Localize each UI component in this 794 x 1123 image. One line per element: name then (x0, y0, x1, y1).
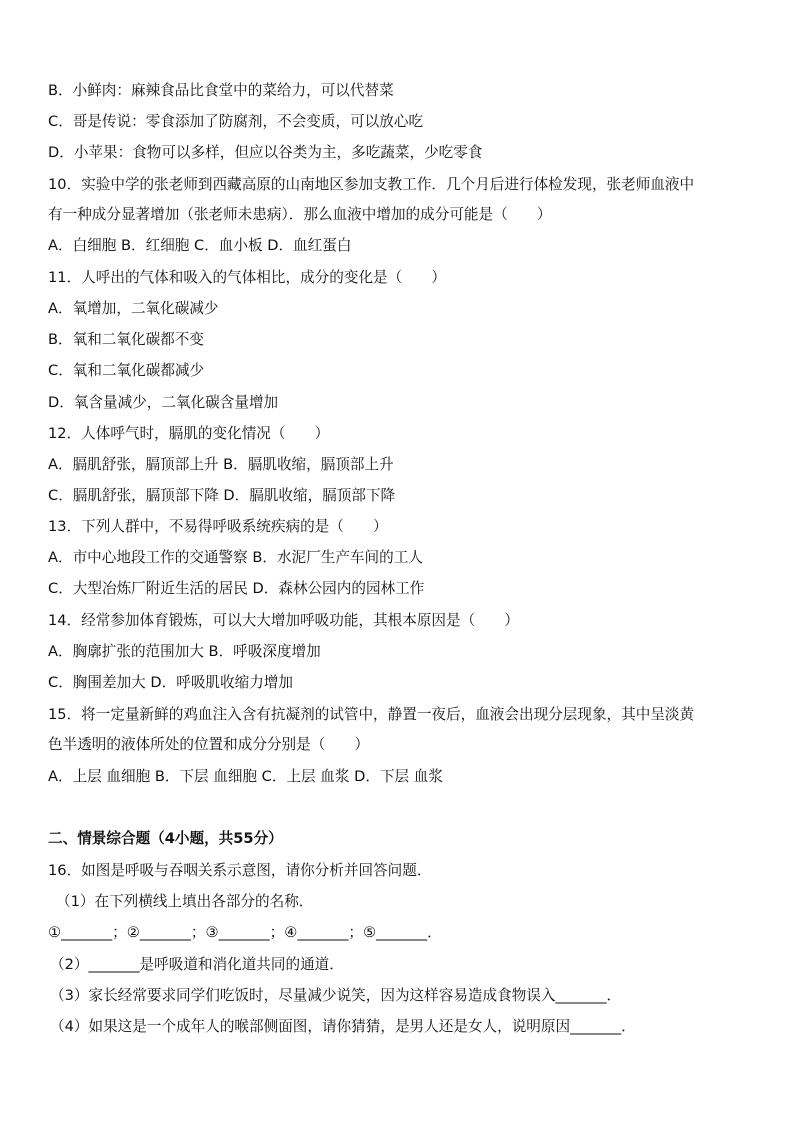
question-10-options: A．白细胞 B．红细胞 C．血小板 D．血红蛋白 (48, 237, 352, 254)
option-line: C．膈肌舒张，膈顶部下降 D．膈肌收缩，膈顶部下降 (48, 487, 396, 504)
question-15-options: A．上层 血细胞 B．下层 血细胞 C．上层 血浆 D．下层 血浆 (48, 768, 443, 785)
question-13-stem: 13．下列人群中，不易得呼吸系统疾病的是（ ） (48, 518, 388, 535)
option-line: B．氧和二氧化碳都不变 (48, 331, 204, 348)
question-11-stem: 11．人呼出的气体和吸入的气体相比，成分的变化是（ ） (48, 269, 447, 286)
option-line: A．氧增加，二氧化碳减少 (48, 300, 219, 317)
option-line: D．氧含量减少，二氧化碳含量增加 (48, 394, 279, 411)
option-line: C．胸围差加大 D．呼吸肌收缩力增加 (48, 674, 293, 691)
question-15-stem: 15．将一定量新鲜的鸡血注入含有抗凝剂的试管中，静置一夜后，血液会出现分层现象，其中呈淡黄 (48, 706, 695, 723)
option-line: A．市中心地段工作的交通警察 B．水泥厂生产车间的工人 (48, 549, 423, 566)
option-line: C．大型冶炼厂附近生活的居民 D．森林公园内的园林工作 (48, 580, 425, 597)
question-12-stem: 12．人体呼气时，膈肌的变化情况（ ） (48, 425, 330, 442)
question-16-part-1: （1）在下列横线上填出各部分的名称． (56, 893, 314, 910)
question-16-part-2: （2）_______是呼吸道和消化道共同的通道． (50, 956, 344, 973)
question-14-stem: 14．经常参加体育锻炼，可以大大增加呼吸功能，其根本原因是（ ） (48, 612, 519, 629)
option-line: C．氧和二氧化碳都减少 (48, 362, 205, 379)
question-16-part-4: （4）如果这是一个成年人的喉部侧面图，请你猜猜，是男人还是女人，说明原因_______． (50, 1018, 636, 1035)
option-line: A．膈肌舒张，膈顶部上升 B．膈肌收缩，膈顶部上升 (48, 456, 394, 473)
question-16-stem: 16．如图是呼吸与吞咽关系示意图，请你分析并回答问题． (48, 862, 432, 879)
section-title: 二、情景综合题（4小题，共55分） (48, 830, 283, 847)
option-line: D．小苹果：食物可以多样，但应以谷类为主，多吃蔬菜，少吃零食 (48, 144, 483, 161)
question-15-stem-cont: 色半透明的液体所处的位置和成分分别是（ ） (48, 736, 370, 753)
question-10-stem: 10．实验中学的张老师到西藏高原的山南地区参加支教工作．几个月后进行体检发现，张老师血液中 (48, 176, 695, 193)
question-16-part-3: （3）家长经常要求同学们吃饭时，尽量减少说笑，因为这样容易造成食物误入_______． (50, 987, 622, 1004)
option-line: B．小鲜肉：麻辣食品比食堂中的菜给力，可以代替菜 (48, 82, 394, 99)
question-16-blanks: ①_______；②_______；③_______；④_______；⑤_______． (48, 924, 442, 941)
option-line: A．胸廓扩张的范围加大 B．呼吸深度增加 (48, 643, 321, 660)
option-line: C．哥是传说：零食添加了防腐剂，不会变质，可以放心吃 (48, 113, 424, 130)
question-10-stem-cont: 有一种成分显著增加（张老师未患病）．那么血液中增加的成分可能是（ ） (48, 206, 552, 223)
